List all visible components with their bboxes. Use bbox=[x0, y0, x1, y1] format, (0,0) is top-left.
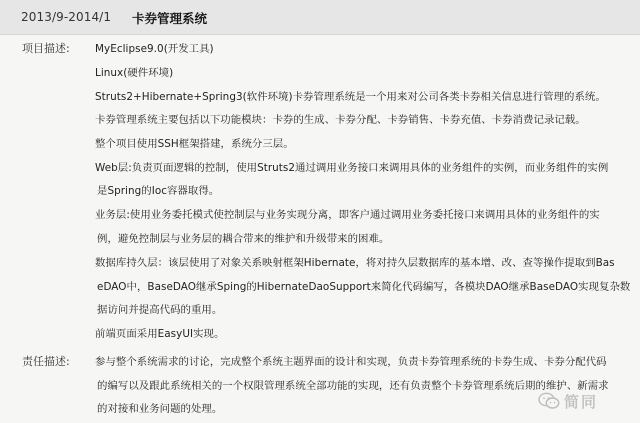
description-line: 业务层:使用业务委托模式使控制层与业务实现分离，即客户通过调用业务委托接口来调用具体的业务组件的实 bbox=[95, 209, 600, 221]
description-line: 卡券管理系统主要包括以下功能模块：卡券的生成、卡券分配、卡券销售、卡券充值、卡券消费记录记载。 bbox=[95, 114, 586, 126]
description-line: MyEclipse9.0(开发工具) bbox=[95, 43, 214, 55]
description-line: 整个项目使用SSH框架搭建，系统分三层。 bbox=[95, 138, 294, 150]
watermark bbox=[538, 387, 634, 415]
watermark-text: 简同 bbox=[564, 392, 599, 411]
project-date-range: 2013/9-2014/1 bbox=[21, 10, 112, 24]
project-title: 卡券管理系统 bbox=[132, 11, 208, 26]
description-line: 是Spring的Ioc容器取得。 bbox=[97, 185, 220, 197]
description-line: 例，避免控制层与业务层的耦合带来的维护和升级带来的困难。 bbox=[97, 233, 390, 245]
description-line: Struts2+Hibernate+Spring3(软件环境)卡券管理系统是一个用来对公司各类卡券相关信息进行管理的系统。 bbox=[95, 91, 606, 103]
responsibility-label: 责任描述: bbox=[22, 355, 70, 368]
responsibility-line: 的编写以及跟此系统相关的一个权限管理系统全部功能的实现，还有负责整个卡券管理系统后期的维护、新需求 bbox=[97, 380, 609, 392]
responsibility-line: 参与整个系统需求的讨论，完成整个系统主题界面的设计和实现，负责卡券管理系统的卡券生成、卡券分配代码 bbox=[95, 356, 607, 368]
description-line: 数据库持久层：该层使用了对象关系映射框架Hibernate，将对持久层数据库的基本增、改、查等操作提取到Bas bbox=[95, 257, 615, 269]
description-line: eDAO中，BaseDAO继承Sping的HibernateDaoSupport来简化代码编写，各模块DAO继承BaseDAO实现复杂数 bbox=[97, 281, 631, 293]
project-header bbox=[0, 0, 640, 35]
description-line: Linux(硬件环境) bbox=[95, 67, 174, 79]
description-line: 据访问并提高代码的重用。 bbox=[97, 304, 223, 316]
description-line: Web层:负责页面逻辑的控制，使用Struts2通过调用业务接口来调用具体的业务组件的实例，而业务组件的实例 bbox=[95, 162, 609, 174]
responsibility-line: 的对接和业务问题的处理。 bbox=[97, 403, 223, 415]
project-description-label: 项目描述: bbox=[22, 42, 70, 55]
wechat-icon bbox=[538, 392, 560, 410]
description-line: 前端页面采用EasyUI实现。 bbox=[95, 328, 225, 340]
